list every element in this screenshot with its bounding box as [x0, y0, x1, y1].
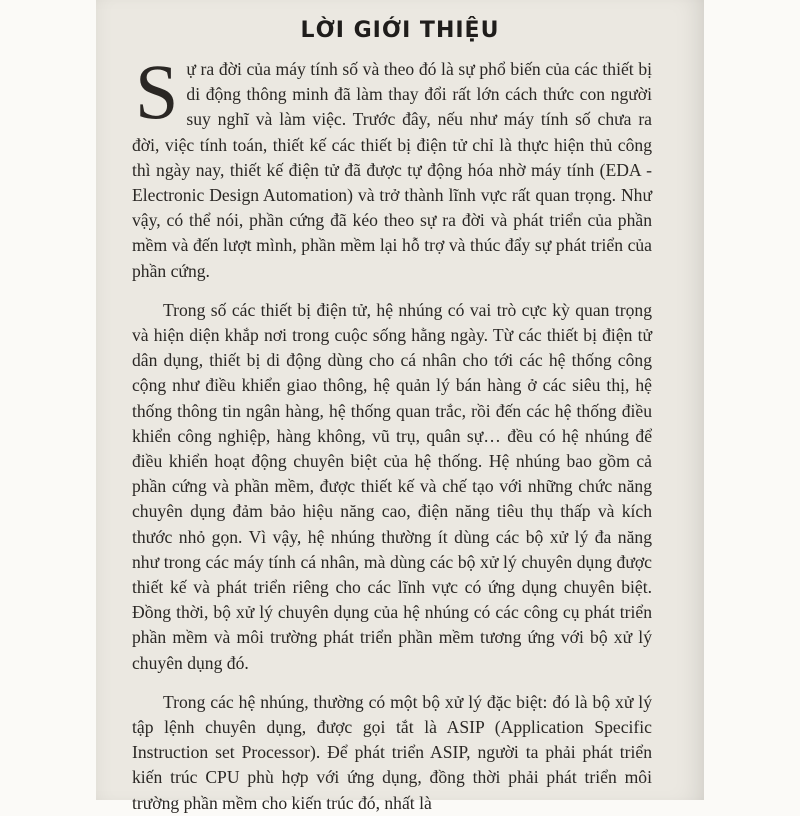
paragraph-3: Trong các hệ nhúng, thường có một bộ xử lý đặc biệt: đó là bộ xử lý tập lệnh chuyên dụng, được gọi tắt là ASIP (Application Specific Instruction set Processor). Để phát triển ASIP, người ta phải phát triển kiến trúc CPU phù hợp với ứng dụng, đồng thời phải phát triển môi trường phần mềm cho kiến trúc đó, nhất là: [132, 691, 652, 813]
book-page: [96, 0, 704, 813]
page-title: LỜI GIỚI THIỆU: [300, 18, 500, 43]
drop-cap: S: [135, 48, 179, 135]
paragraph-1: [132, 48, 652, 284]
body-text: [132, 48, 652, 816]
paragraph-2: Trong số các thiết bị điện tử, hệ nhúng có vai trò cực kỳ quan trọng và hiện diện khắp nơi trong cuộc sống hằng ngày. Từ các thiết bị điện tử dân dụng, thiết bị di động dùng cho cá nhân cho tới các hệ thống công cộng như điều khiển giao thông, hệ quản lý bán hàng ở các siêu thị, hệ thống thông tin ngân hàng, hệ thống quan trắc, rồi đến các hệ thống điều khiển công nghiệp, hàng không, vũ trụ, quân sự… đều có hệ nhúng để điều khiển hoạt động chuyên biệt của hệ thống. Hệ nhúng bao gồm cả phần cứng và phần mềm, được thiết kế và chế tạo với những chức năng chuyên dụng đảm bảo hiệu năng cao, điện năng tiêu thụ thấp và kích thước nhỏ gọn. Vì vậy, hệ nhúng thường ít dùng các bộ xử lý đa năng như trong các máy tính cá nhân, mà dùng các bộ xử lý chuyên dụng được thiết kế và phát triển riêng cho các lĩnh vực có ứng dụng chuyên biệt. Đồng thời, bộ xử lý chuyên dụng của hệ nhúng có các công cụ phát triển phần mềm và môi trường phát triển phần mềm tương ứng với bộ xử lý chuyên dụng đó.: [132, 299, 652, 673]
paragraph-1-text: ự ra đời của máy tính số và theo đó là sự phổ biến của các thiết bị di động thông minh đã làm thay đổi rất lớn cách thức con người suy nghĩ và làm việc. Trước đây, nếu như máy tính số chưa ra đời, việc tính toán, thiết kế các thiết bị điện tử chỉ là thực hiện thủ công thì ngày nay, thiết kế điện tử đã được tự động hóa nhờ máy tính (EDA - Electronic Design Automation) và trở thành lĩnh vực rất quan trọng. Như vậy, có thể nói, phần cứng đã kéo theo sự ra đời và phát triển của phần mềm và đến lượt mình, phần mềm lại hỗ trợ và thúc đẩy sự phát triển của phần cứng.: [132, 59, 652, 281]
